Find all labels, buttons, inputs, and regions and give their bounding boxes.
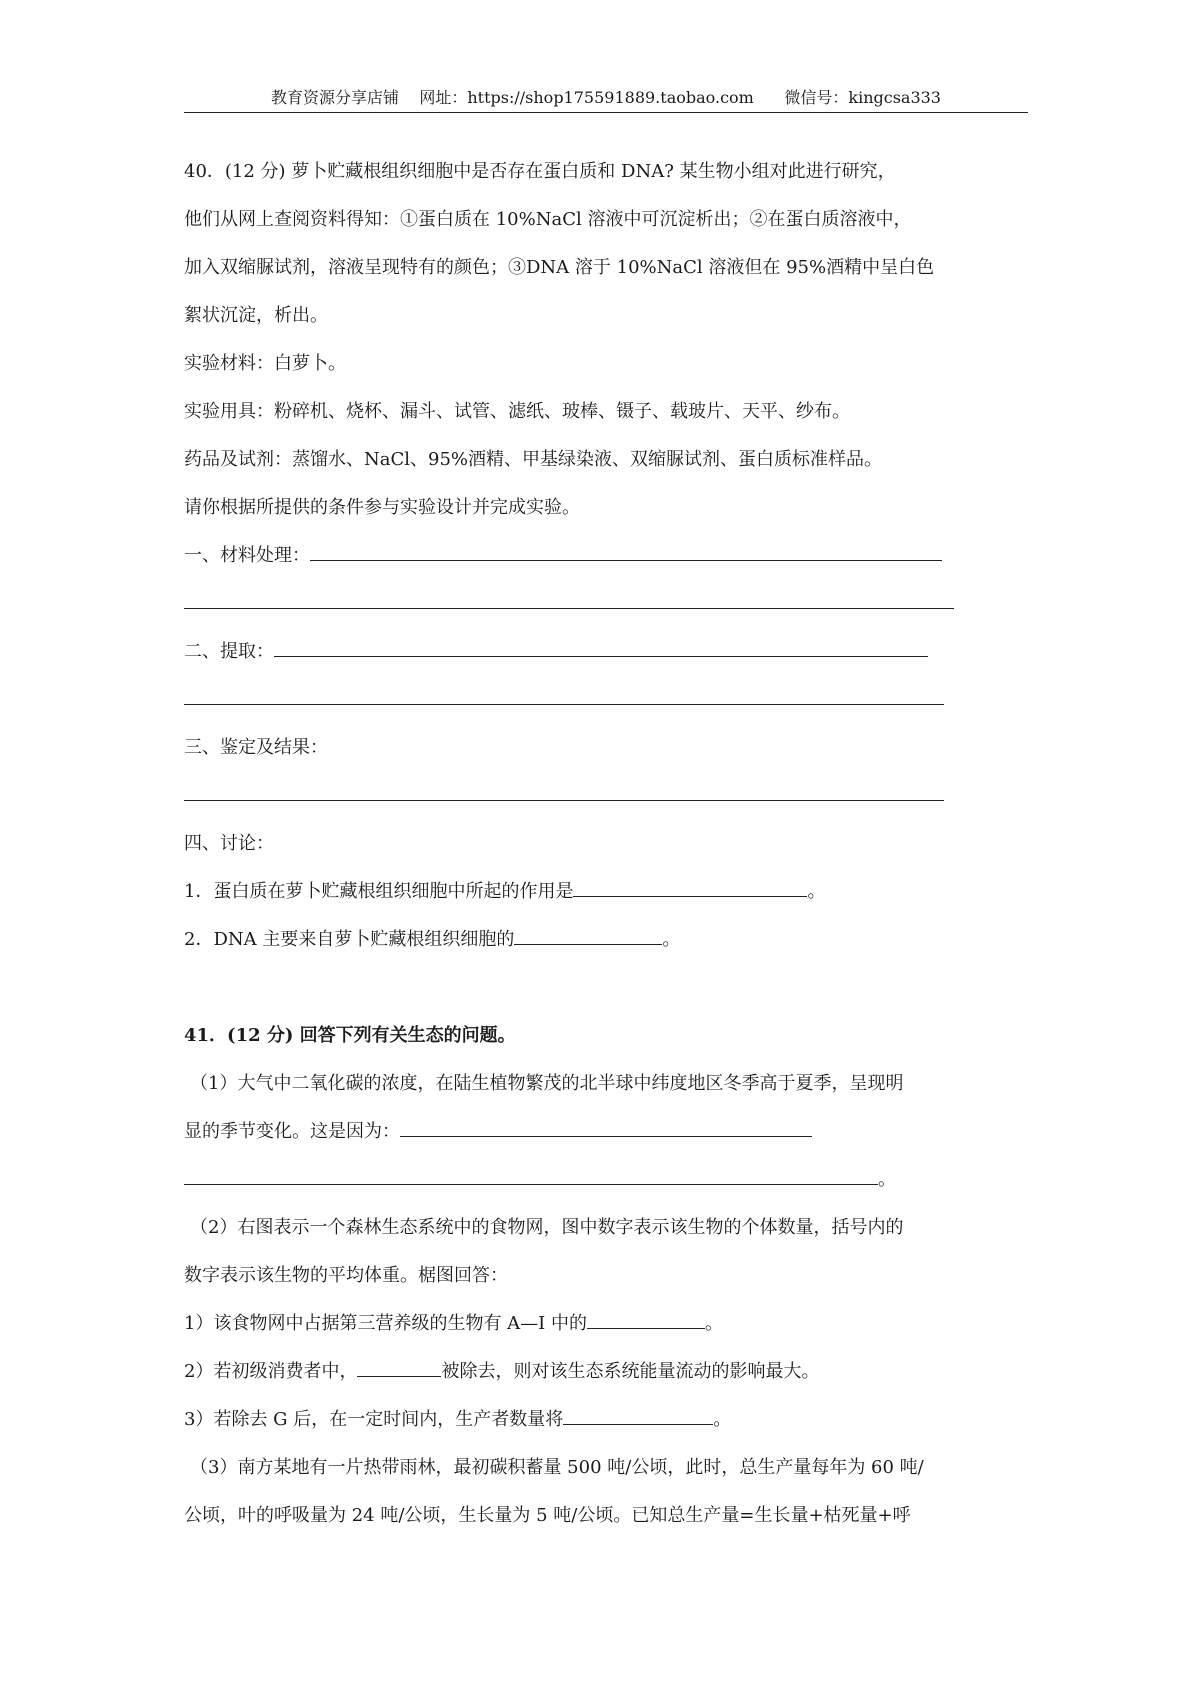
q40-tools: 实验用具：粉碎机、烧杯、漏斗、试管、滤纸、玻棒、镊子、载玻片、天平、纱布。 — [184, 401, 850, 422]
q41-sub-1: 1）该食物网中占据第三营养级的生物有 A—I 中的 。 — [184, 1313, 724, 1334]
step-identification-cont — [184, 772, 1030, 820]
q41-p2-line-2: 数字表示该生物的平均体重。椐图回答： — [184, 1265, 508, 1286]
q41-p1-line-3: 。 — [184, 1156, 1030, 1204]
q41-p1-line-1: （1）大气中二氧化碳的浓度，在陆生植物繁茂的北半球中纬度地区冬季高于夏季，呈现明 — [190, 1073, 904, 1094]
step-material-processing-cont — [184, 580, 1030, 628]
answer-blank[interactable] — [573, 881, 807, 897]
answer-blank[interactable] — [357, 1361, 441, 1377]
q41-sub-2: 2）若初级消费者中， 被除去，则对该生态系统能量流动的影响最大。 — [184, 1361, 820, 1382]
step-identification: 三、鉴定及结果： — [184, 737, 328, 758]
page-header — [184, 86, 1028, 110]
q41-p1-line-2: 显的季节变化。这是因为： — [184, 1108, 1030, 1156]
q40-line-4: 絮状沉淀，析出。 — [184, 305, 328, 326]
q40-line-3: 加入双缩脲试剂，溶液呈现特有的颜色；③DNA 溶于 10%NaCl 溶液但在 95%酒精中呈白色 — [184, 257, 935, 278]
q41-p3-line-2: 公顷，叶的呼吸量为 24 吨/公顷，生长量为 5 吨/公顷。已知总生产量=生长量+枯死量+呼 — [184, 1505, 911, 1526]
url-label: 网址： — [419, 88, 468, 107]
answer-blank[interactable] — [587, 1313, 705, 1329]
q40-reagents: 药品及试剂：蒸馏水、NaCl、95%酒精、甲基绿染液、双缩脲试剂、蛋白质标准样品。 — [184, 449, 883, 470]
answer-blank[interactable] — [184, 785, 944, 801]
answer-blank[interactable] — [563, 1409, 713, 1425]
answer-blank[interactable] — [184, 689, 944, 705]
discussion-1: 1．蛋白质在萝卜贮藏根组织细胞中所起的作用是 。 — [184, 881, 826, 902]
answer-blank[interactable] — [184, 593, 954, 609]
answer-blank[interactable] — [184, 1169, 878, 1185]
q41-sub-3: 3）若除去 G 后，在一定时间内，生产者数量将 。 — [184, 1409, 732, 1430]
shop-url: https://shop175591889.taobao.com — [467, 88, 754, 107]
document-body — [184, 148, 1030, 1540]
q40-line-2: 他们从网上查阅资料得知：①蛋白质在 10%NaCl 溶液中可沉淀析出；②在蛋白质溶液中， — [184, 209, 912, 230]
answer-blank[interactable] — [514, 929, 662, 945]
step-material-processing: 一、材料处理： — [184, 532, 1030, 580]
step-extraction: 二、提取： — [184, 628, 1030, 676]
answer-blank[interactable] — [274, 641, 928, 657]
q40-materials: 实验材料：白萝卜。 — [184, 353, 346, 374]
q40-line-1: 40．(12 分) 萝卜贮藏根组织细胞中是否存在蛋白质和 DNA? 某生物小组对此进行研究， — [184, 161, 896, 182]
q41-p2-line-1: （2）右图表示一个森林生态系统中的食物网，图中数字表示该生物的个体数量，括号内的 — [190, 1217, 904, 1238]
discussion-2: 2．DNA 主要来自萝卜贮藏根组织细胞的 。 — [184, 929, 681, 950]
header-rule — [184, 112, 1028, 113]
answer-blank[interactable] — [310, 545, 942, 561]
step-extraction-cont — [184, 676, 1030, 724]
wechat-label: 微信号： — [784, 88, 849, 107]
spacer — [184, 964, 1030, 1012]
answer-blank[interactable] — [400, 1121, 812, 1137]
q41-title: 41．(12 分) 回答下列有关生态的问题。 — [184, 1025, 516, 1046]
step-discussion: 四、讨论： — [184, 833, 274, 854]
q40-instruction: 请你根据所提供的条件参与实验设计并完成实验。 — [184, 497, 580, 518]
q41-p3-line-1: （3）南方某地有一片热带雨林，最初碳积蓄量 500 吨/公顷，此时，总生产量每年为 60 吨/ — [190, 1457, 924, 1478]
wechat-id: kingcsa333 — [848, 88, 941, 107]
shop-name: 教育资源分享店铺 — [271, 88, 400, 107]
